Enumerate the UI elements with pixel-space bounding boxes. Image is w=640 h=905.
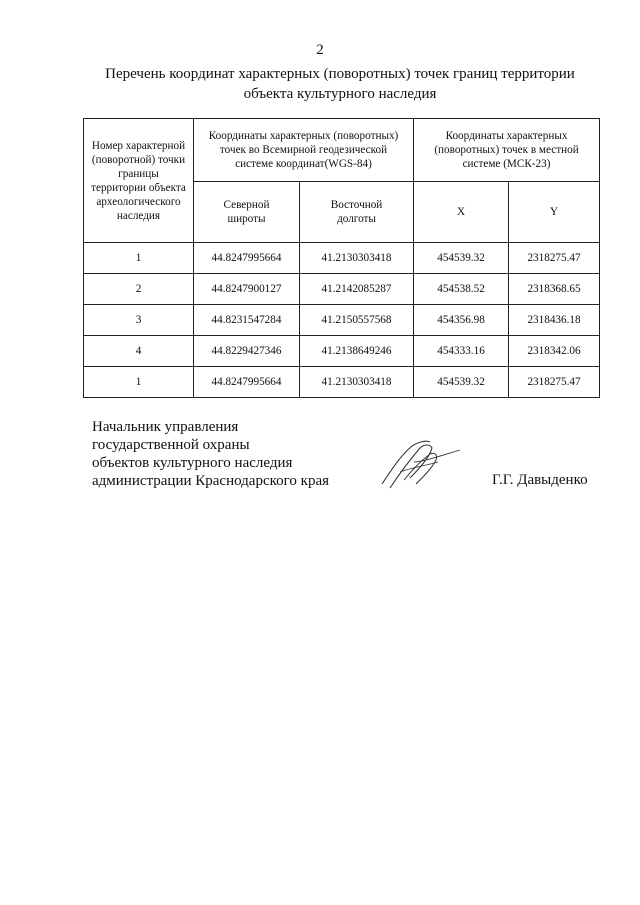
header-y: Y [509,182,600,243]
cell-x: 454538.52 [414,274,509,305]
cell-longitude: 41.2130303418 [300,243,414,274]
cell-longitude: 41.2130303418 [300,367,414,398]
table-row [84,274,600,305]
position-line-3: объектов культурного наследия [92,455,293,471]
header-longitude: Восточной долготы [300,182,414,243]
header-local-group: Координаты характерных (поворотных) точек в местной системе (МСК-23) [414,119,600,182]
table-row [84,305,600,336]
header-latitude: Северной широты [194,182,300,243]
position-line-2: государственной охраны [92,437,250,453]
handwritten-signature-icon [360,432,470,498]
signer-name: Г.Г. Давыденко [492,472,588,488]
cell-point-number: 3 [84,305,194,336]
coordinates-table [83,118,600,398]
cell-y: 2318368.65 [509,274,600,305]
cell-x: 454539.32 [414,243,509,274]
cell-longitude: 41.2138649246 [300,336,414,367]
cell-longitude: 41.2150557568 [300,305,414,336]
cell-x: 454356.98 [414,305,509,336]
cell-x: 454539.32 [414,367,509,398]
position-line-4: администрации Краснодарского края [92,473,330,489]
cell-point-number: 1 [84,367,194,398]
header-wgs-group: Координаты характерных (поворотных) точек во Всемирной геодезической системе координат(WGS-84) [194,119,414,182]
cell-y: 2318275.47 [509,243,600,274]
title-line-2: объекта культурного наследия [243,86,437,102]
cell-latitude: 44.8229427346 [194,336,300,367]
page-number: 2 [316,42,324,58]
header-x: X [414,182,509,243]
signer-position [92,418,329,490]
cell-longitude: 41.2142085287 [300,274,414,305]
cell-latitude: 44.8247995664 [194,367,300,398]
position-line-1: Начальник управления [92,419,239,435]
table-row [84,336,600,367]
table-row [84,243,600,274]
cell-point-number: 1 [84,243,194,274]
cell-y: 2318436.18 [509,305,600,336]
title-line-1: Перечень координат характерных (поворотных) точек границ территории [105,66,575,82]
cell-latitude: 44.8247900127 [194,274,300,305]
table-row [84,367,600,398]
cell-x: 454333.16 [414,336,509,367]
cell-y: 2318275.47 [509,367,600,398]
cell-point-number: 4 [84,336,194,367]
cell-latitude: 44.8231547284 [194,305,300,336]
cell-y: 2318342.06 [509,336,600,367]
cell-point-number: 2 [84,274,194,305]
header-point-number: Номер характерной (поворотной) точки границы территории объекта археологического наследия [84,119,194,243]
cell-latitude: 44.8247995664 [194,243,300,274]
document-title [60,64,620,104]
